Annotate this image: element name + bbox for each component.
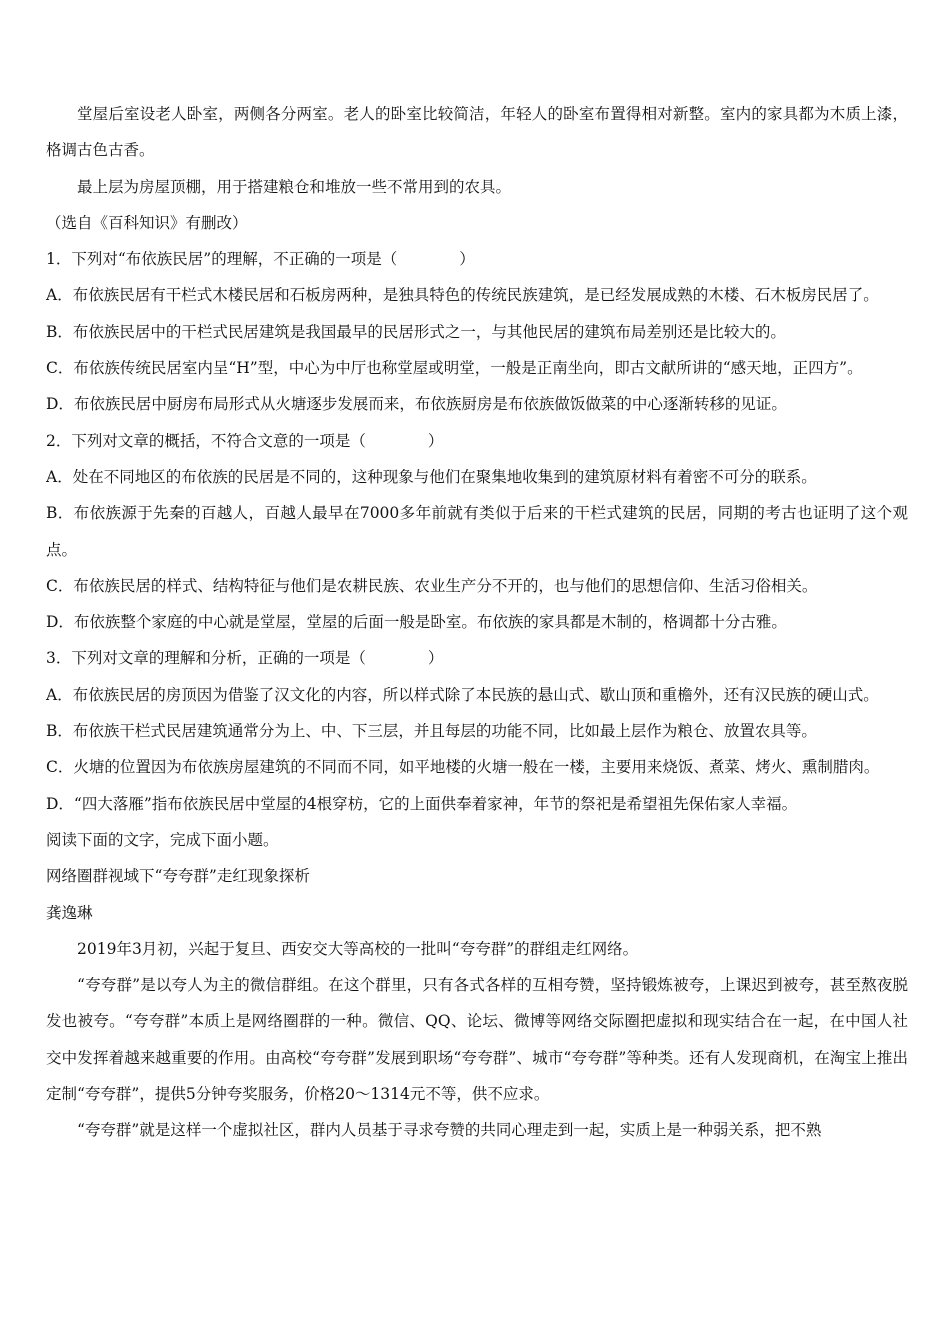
question-1-option-d: D．布依族民居中厨房布局形式从火塘逐步发展而来，布依族厨房是布依族做饭做菜的中心逐渐转移的见证。 — [46, 395, 787, 414]
question-1-option-c: C．布依族传统民居室内呈“H”型，中心为中厅也称堂屋或明堂，一般是正南坐向，即古文献所讲的“感天地，正四方”。 — [46, 359, 863, 378]
article-paragraph: “夸夸群”是以夸人为主的微信群组。在这个群里，只有各式各样的互相夸赞，坚持锻炼被夸，上课迟到被夸，甚至熬夜脱发也被夸。“夸夸群”本质上是网络圈群的一种。微信、QQ、论坛、微博等网络交际圈把虚拟和现实结合在一起，在中国人社交中发挥着越来越重要的作用。由高校“夸夸群”发展到职场“夸夸群”、城市“夸夸群”等种类。还有人发现商机，在淘宝上推出定制“夸夸群”，提供5分钟夸奖服务，价格20～1314元不等，供不应求。 — [46, 976, 908, 1104]
question-2-stem: 2．下列对文章的概括，不符合文意的一项是（ ） — [46, 431, 444, 450]
source-note: （选自《百科知识》有删改） — [46, 213, 248, 232]
article-title: 网络圈群视域下“夸夸群”走红现象探析 — [46, 867, 310, 886]
question-2-option-c: C．布依族民居的样式、结构特征与他们是农耕民族、农业生产分不开的，也与他们的思想信仰、生活习俗相关。 — [46, 576, 818, 595]
article-paragraph: “夸夸群”就是这样一个虚拟社区，群内人员基于寻求夸赞的共同心理走到一起，实质上是一种弱关系，把不熟 — [77, 1121, 822, 1140]
question-2-option-d: D．布依族整个家庭的中心就是堂屋，堂屋的后面一般是卧室。布依族的家具都是木制的，格调都十分古雅。 — [46, 613, 787, 632]
question-1-option-b: B．布依族民居中的干栏式民居建筑是我国最早的民居形式之一，与其他民居的建筑布局差别还是比较大的。 — [46, 322, 786, 341]
passage-paragraph: 堂屋后室设老人卧室，两侧各分两室。老人的卧室比较简洁，年轻人的卧室布置得相对新整。室内的家具都为木质上漆，格调古色古香。 — [46, 105, 908, 160]
article-paragraph: 2019年3月初，兴起于复旦、西安交大等高校的一批叫“夸夸群”的群组走红网络。 — [77, 939, 639, 958]
question-3-stem: 3．下列对文章的理解和分析，正确的一项是（ ） — [46, 649, 444, 668]
question-1-stem: 1．下列对“布依族民居”的理解，不正确的一项是（ ） — [46, 250, 475, 269]
reading-instruction: 阅读下面的文字，完成下面小题。 — [46, 830, 279, 849]
question-3-option-a: A．布依族民居的房顶因为借鉴了汉文化的内容，所以样式除了本民族的悬山式、歇山顶和重檐外，还有汉民族的硬山式。 — [46, 685, 879, 704]
question-3-option-b: B．布依族干栏式民居建筑通常分为上、中、下三层，并且每层的功能不同，比如最上层作为粮仓、放置农具等。 — [46, 722, 817, 741]
question-1-option-a: A．布依族民居有干栏式木楼民居和石板房两种，是独具特色的传统民族建筑，是已经发展成熟的木楼、石木板房民居了。 — [46, 286, 879, 305]
document-page — [46, 96, 908, 1149]
question-3-option-c: C．火塘的位置因为布依族房屋建筑的不同而不同，如平地楼的火塘一般在一楼，主要用来烧饭、煮菜、烤火、熏制腊肉。 — [46, 758, 880, 777]
question-2-option-a: A．处在不同地区的布依族的民居是不同的，这种现象与他们在聚集地收集到的建筑原材料有着密不可分的联系。 — [46, 467, 817, 486]
question-2-option-b: B．布依族源于先秦的百越人，百越人最早在7000多年前就有类似于后来的干栏式建筑的民居，同期的考古也证明了这个观点。 — [46, 504, 908, 559]
question-3-option-d: D．“四大落雁”指布依族民居中堂屋的4根穿枋，它的上面供奉着家神，年节的祭祀是希望祖先保佑家人幸福。 — [46, 794, 798, 813]
article-author: 龚逸琳 — [46, 903, 93, 922]
passage-paragraph: 最上层为房屋顶棚，用于搭建粮仓和堆放一些不常用到的农具。 — [77, 177, 512, 196]
